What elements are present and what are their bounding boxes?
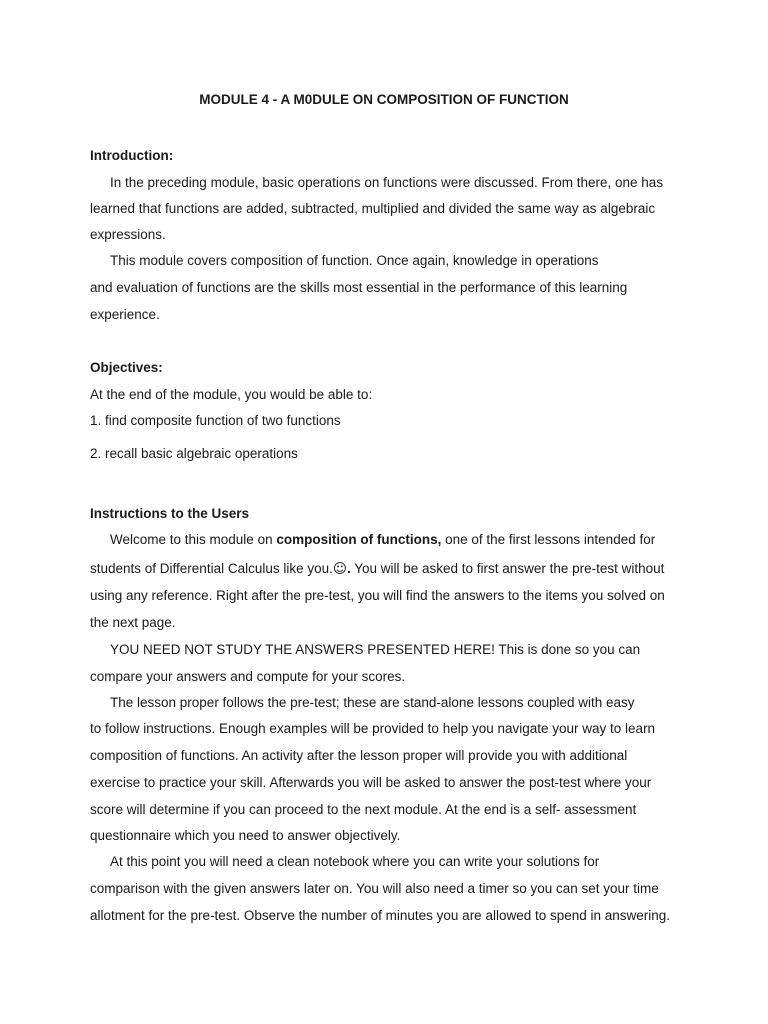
bold-period: . (346, 561, 351, 576)
pretest-text: You will be asked to first answer the pre-test without (350, 561, 665, 576)
paragraph-line: In the preceding module, basic operations on functions were discussed. From there, one has (110, 175, 664, 190)
paragraph-line: expressions. (90, 227, 166, 242)
introduction-heading: Introduction: (90, 148, 174, 163)
paragraph-line: using any reference. Right after the pre-test, you will find the answers to the items you solved on (90, 588, 665, 603)
paragraph-line: to follow instructions. Enough examples will be provided to help you navigate your way to learn (90, 721, 656, 736)
objective-item: 1. find composite function of two functions (90, 413, 341, 428)
paragraph-line: YOU NEED NOT STUDY THE ANSWERS PRESENTED HERE! This is done so you can (110, 642, 641, 657)
page-title: MODULE 4 - A M0DULE ON COMPOSITION OF FUNCTION (199, 92, 569, 107)
welcome-text-rest: one of the first lessons intended for (441, 532, 656, 547)
objective-item: 2. recall basic algebraic operations (90, 446, 298, 461)
paragraph-line: This module covers composition of function. Once again, knowledge in operations (110, 253, 599, 268)
welcome-text: Welcome to this module on (110, 532, 277, 547)
paragraph-line: At this point you will need a clean notebook where you can write your solutions for (110, 854, 600, 869)
paragraph-line (110, 532, 655, 547)
paragraph-line: compare your answers and compute for your scores. (90, 669, 406, 684)
paragraph-line: questionnaire which you need to answer objectively. (90, 828, 401, 843)
paragraph-line: experience. (90, 307, 160, 322)
objectives-lead: At the end of the module, you would be able to: (90, 387, 373, 402)
paragraph-line: comparison with the given answers later on. You will also need a timer so you can set your time (90, 881, 659, 896)
instructions-heading: Instructions to the Users (90, 506, 250, 521)
paragraph-line: and evaluation of functions are the skills most essential in the performance of this learning (90, 280, 628, 295)
paragraph-line: The lesson proper follows the pre-test; these are stand-alone lessons coupled with easy (110, 695, 635, 710)
emphasis-text: composition of functions, (276, 532, 442, 547)
paragraph-line (90, 561, 664, 577)
paragraph-line: score will determine if you can proceed to the next module. At the end is a self- assessment (90, 802, 637, 817)
paragraph-line: the next page. (90, 615, 176, 630)
objectives-heading: Objectives: (90, 360, 163, 375)
smiley-icon: ☺ (332, 561, 347, 577)
paragraph-line: exercise to practice your skill. Afterwards you will be asked to answer the post-test where your (90, 775, 652, 790)
paragraph-line: learned that functions are added, subtracted, multiplied and divided the same way as algebraic (90, 201, 656, 216)
intended-text: students of Differential Calculus like you. (90, 561, 333, 576)
paragraph-line: composition of functions. An activity after the lesson proper will provide you with additional (90, 748, 628, 763)
paragraph-line: allotment for the pre-test. Observe the number of minutes you are allowed to spend in answering. (90, 908, 671, 923)
